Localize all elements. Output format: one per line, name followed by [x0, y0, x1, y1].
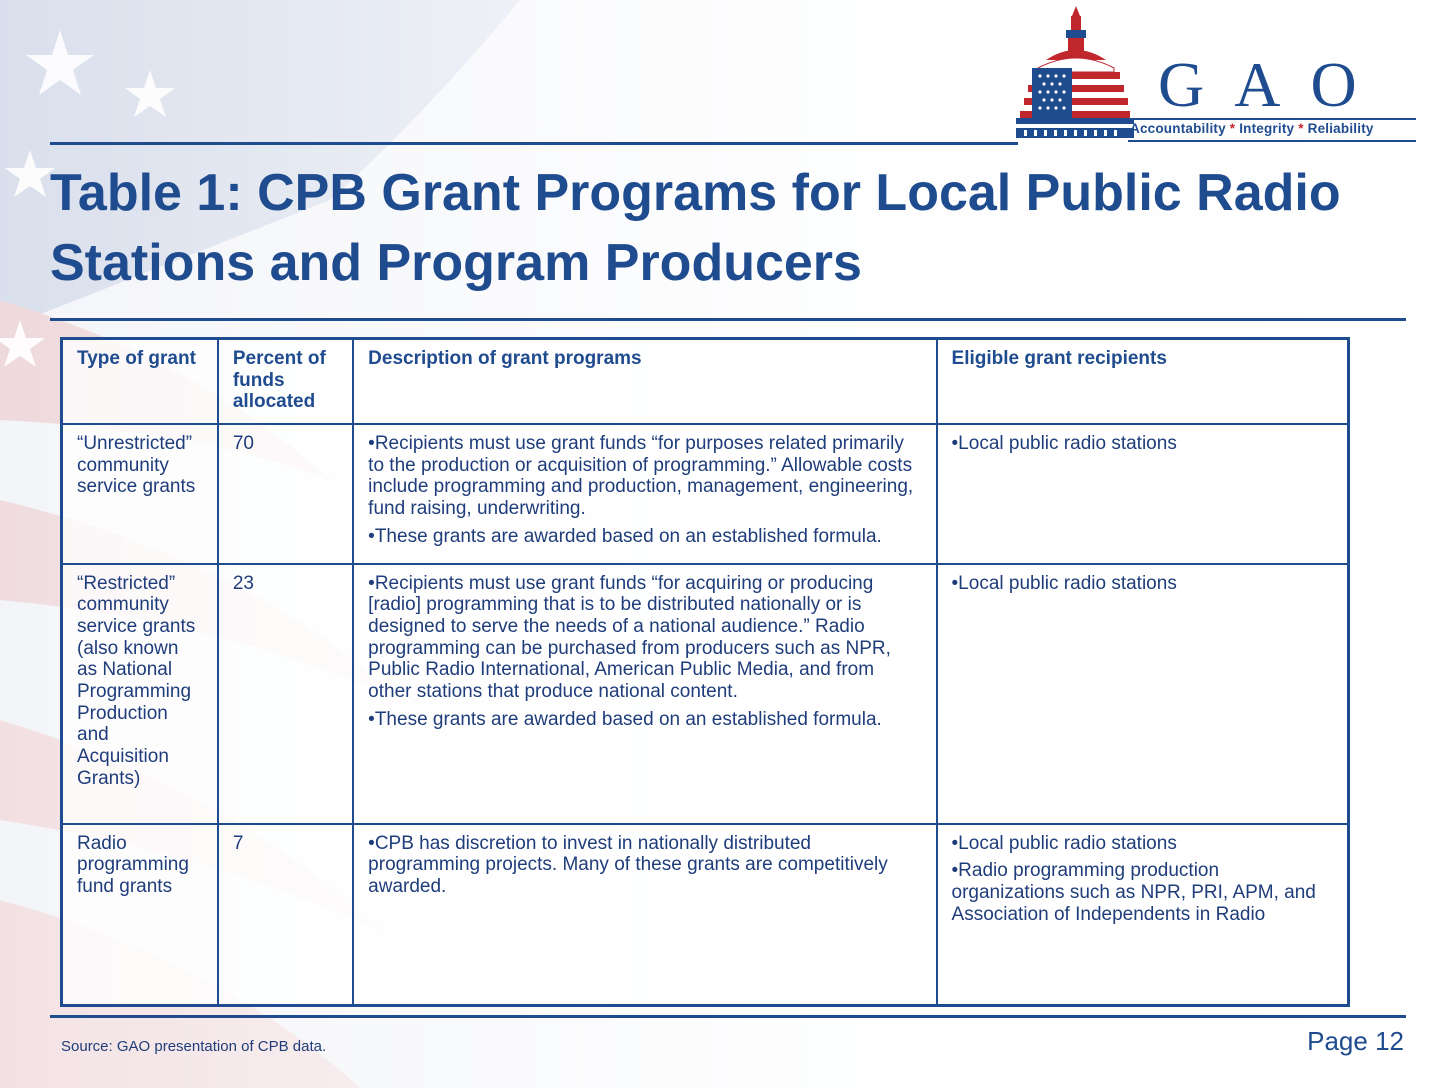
grant-programs-table — [60, 337, 1350, 1007]
page-title: Table 1: CPB Grant Programs for Local Public Radio Stations and Program Producers — [50, 164, 1341, 292]
recipient-bullet: •Local public radio stations — [951, 432, 1177, 454]
cell-recipients — [937, 564, 1349, 824]
cell-percent: 7 — [218, 824, 353, 1006]
gao-logo-letters: GAO — [1158, 49, 1387, 120]
cell-description — [353, 424, 936, 564]
cell-percent: 70 — [218, 424, 353, 564]
description-bullet: •Recipients must use grant funds “for purposes related primarily to the production or acquisition of programming.” Allowable costs include programming and production, management, engineering, fund raising, underwriting. — [368, 432, 914, 519]
cell-description — [353, 824, 936, 1006]
description-bullet: •CPB has discretion to invest in nationally distributed programming projects. Many of these grants are competitively awarded. — [368, 832, 888, 898]
gao-tagline — [1130, 119, 1415, 139]
header-recipients: Eligible grant recipients — [937, 339, 1349, 424]
table-row — [62, 824, 1349, 1006]
tagline-separator: * — [1298, 121, 1304, 136]
page-number: Page 12 — [1307, 1026, 1404, 1056]
table-row — [62, 424, 1349, 564]
cell-recipients — [937, 824, 1349, 1006]
cell-type: “Restricted” community service grants (also known as National Programming Production and Acquisition Grants) — [62, 564, 218, 824]
tagline-integrity: Integrity — [1239, 121, 1295, 136]
capitol-dome-icon — [1016, 6, 1134, 138]
source-note: Source: GAO presentation of CPB data. — [61, 1038, 327, 1055]
tagline-separator: * — [1229, 121, 1236, 136]
recipient-bullet: •Local public radio stations — [951, 832, 1177, 854]
description-bullet: •Recipients must use grant funds “for acquiring or producing [radio] programming that is to be distributed nationally or is designed to serve the needs of a national audience.” Radio programming can be purchased from producers such as NPR, Public Radio International, American Public Media, and from other stations that produce national content. — [368, 572, 891, 703]
top-divider — [50, 142, 1018, 145]
table-header-row — [62, 339, 1349, 424]
title-divider — [50, 318, 1406, 321]
recipient-bullet: •Local public radio stations — [951, 572, 1177, 594]
header-description: Description of grant programs — [353, 339, 936, 424]
recipient-bullet: •Radio programming production organizations such as NPR, PRI, APM, and Association of Independents in Radio — [951, 860, 1316, 925]
footer-divider — [50, 1015, 1406, 1018]
description-bullet: •These grants are awarded based on an established formula. — [368, 525, 882, 547]
cell-description — [353, 564, 936, 824]
tagline-accountability: Accountability — [1130, 121, 1226, 136]
cell-percent: 23 — [218, 564, 353, 824]
table-row — [62, 564, 1349, 824]
description-bullet: •These grants are awarded based on an established formula. — [368, 708, 882, 730]
cell-recipients — [937, 424, 1349, 564]
header-type: Type of grant — [62, 339, 218, 424]
cell-type: Radio programming fund grants — [62, 824, 218, 1006]
cell-type: “Unrestricted” community service grants — [62, 424, 218, 564]
header-percent: Percent of funds allocated — [218, 339, 353, 424]
tagline-reliability: Reliability — [1307, 121, 1374, 136]
